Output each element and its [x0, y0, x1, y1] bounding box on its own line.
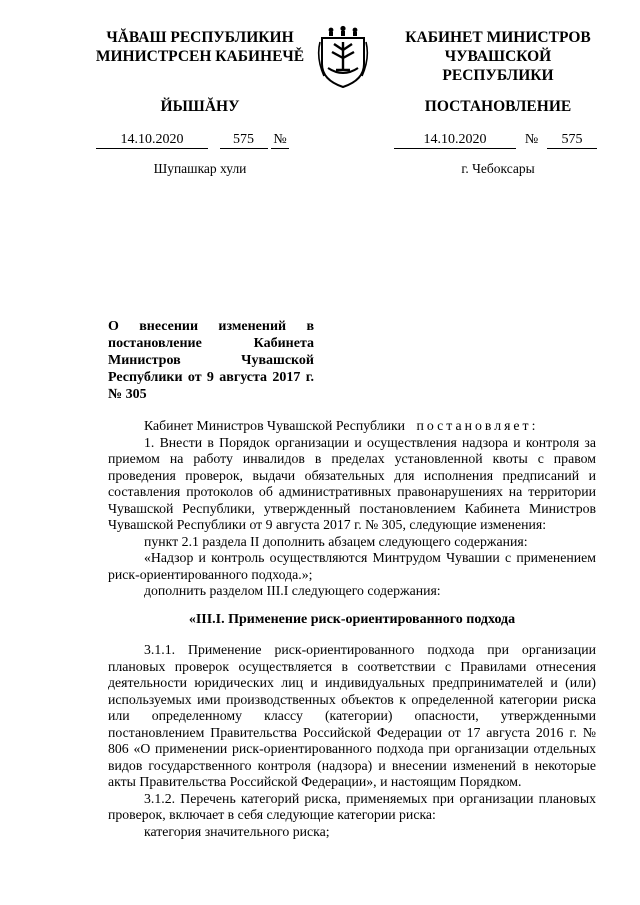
header-left — [90, 28, 310, 66]
chuvash-emblem-icon — [316, 24, 370, 90]
paragraph-2: пункт 2.1 раздела II дополнить абзацем следующего содержания: — [144, 533, 528, 549]
header-left-line1: ЧĂВАШ РЕСПУБЛИКИН — [106, 29, 294, 46]
place-left: Шупашкар хули — [153, 161, 247, 176]
date-right: 14.10.2020 — [394, 132, 516, 149]
date-line-right — [394, 132, 597, 149]
paragraph-7: категория значительного риска; — [144, 823, 330, 839]
paragraph-6: 3.1.2. Перечень категорий риска, применяемых при организации плановых проверок, включает в себя следующие категории риска: — [108, 790, 596, 822]
section-title: «III.I. Применение риск-ориентированного подхода — [188, 611, 516, 627]
paragraph-4: дополнить разделом III.I следующего содержания: — [144, 583, 441, 598]
paragraph-1: 1. Внести в Порядок организации и осуществления надзора и контроля за приемом на работу инвалидов в пределах установленной квоты с правом проведения проверок, выдачи обязательных для исполнения предписаний и составления протоколов об административных правонарушениях на территории Чувашской Республики, утвержденный постановлением Кабинета Министров Чувашской Республики от 9 августа 2017 г. № 305, следующие изменения: — [108, 434, 596, 532]
paragraph-3: «Надзор и контроль осуществляются Минтрудом Чувашии с применением риск-ориентированного подхода.»; — [108, 550, 596, 582]
paragraph-5: 3.1.1. Применение риск-ориентированного подхода при организации плановых проверок осуществляется в соответствии с Правилами отнесения деятельности юридических лиц и индивидуальных предпринимателей и (или) используемых ими производственных объектов к определенной категории риска или определенному классу (категории) опасности, утвержденными постановлением Правительства Российской Федерации от 17 августа 2016 г. № 806 «О применении риск-ориентированного подхода при организации отдельных видов государственного контроля (надзора) и внесении изменений в некоторые акты Правительства Российской Федерации», и настоящим Порядком. — [108, 642, 596, 789]
intro-text: Кабинет Министров Чувашской Республики — [144, 418, 406, 433]
header-right-line1: КАБИНЕТ МИНИСТРОВ — [405, 29, 591, 46]
number-sign-right: № — [524, 132, 539, 147]
intro-verb: постановляет: — [416, 418, 539, 433]
place-right: г. Чебоксары — [461, 161, 535, 176]
doc-type-right: ПОСТАНОВЛЕНИЕ — [424, 98, 572, 115]
document-subject: О внесении изменений в постановление Кабинета Министров Чувашской Республики от 9 августа 2017 г. № 305 — [108, 319, 314, 402]
doc-type-left: ЙЫШĂНУ — [160, 98, 240, 115]
doc-number-left: 575 — [220, 132, 268, 149]
document-body — [108, 418, 596, 840]
date-line-left — [96, 132, 289, 149]
number-sign-left: № — [271, 132, 289, 149]
header-right — [388, 28, 608, 85]
header-left-line2: МИНИСТРСЕН КАБИНЕЧĚ — [95, 48, 305, 65]
date-left: 14.10.2020 — [96, 132, 208, 149]
header-right-line2: ЧУВАШСКОЙ РЕСПУБЛИКИ — [442, 48, 554, 84]
doc-number-right: 575 — [547, 132, 597, 149]
intro-paragraph — [108, 418, 596, 435]
